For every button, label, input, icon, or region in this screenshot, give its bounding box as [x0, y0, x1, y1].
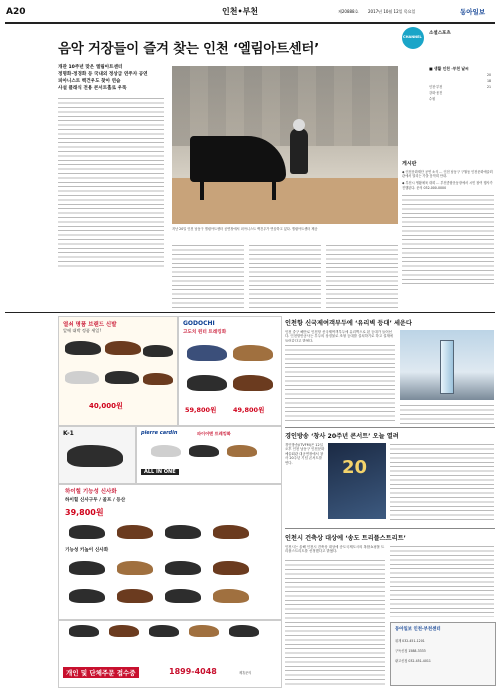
weather-title: ■ 생활 인천 ·부천 날씨	[429, 66, 469, 71]
shoe-image	[65, 341, 101, 355]
article-lead: 경인방송(iTVFM)은 12일 오후 인천 남동구 인천문화예술회관 대공연장에서 창사 20주년 기념 콘서트를 연다.	[285, 443, 325, 465]
ad-price: 49,800원	[233, 406, 265, 414]
channel-logo-text: CHANNEL	[403, 35, 422, 39]
ad-title: 열쇠 명품 브랜드 신발	[63, 322, 117, 328]
article-body-column	[390, 545, 494, 617]
section-divider	[5, 312, 495, 313]
piano-leg	[272, 178, 276, 200]
header-rule	[5, 22, 495, 24]
contact-row: 취재 032-451-1201	[395, 639, 425, 643]
pianist-head	[293, 119, 305, 131]
concert-poster	[328, 443, 386, 519]
shoe-image	[189, 625, 219, 637]
main-headline: 음악 거장들이 즐겨 찾는 인천 ‘엘림아트센터’	[58, 41, 319, 57]
event-board	[402, 160, 494, 308]
issue-number: 제20888호	[338, 9, 359, 14]
article-body-column	[172, 244, 244, 308]
subheadline: 개관 10주년 맞은 엘림아트센터	[58, 65, 123, 70]
article-body-column	[285, 559, 385, 686]
ad-banner: ALL IN ONE	[141, 469, 179, 475]
ad-title: 하이힐 기능성 신사화	[65, 489, 117, 495]
shoe-image	[227, 445, 257, 457]
subheadline: 사설 클래식 전용 콘서트홀로 우뚝	[58, 86, 127, 91]
section-divider	[285, 528, 495, 529]
shoe-image	[67, 445, 123, 467]
shoe-image	[165, 589, 201, 603]
stage-floor	[172, 178, 398, 224]
shoe-image	[149, 625, 179, 637]
shoe-image	[143, 345, 173, 357]
article-body-column	[249, 244, 321, 308]
article-lead: 인천 중구 해안로 인천항 신국제여객부두에 유리벽으로 된 등대가 들어선다. 인천항만공사는 부두의 상징물로 조형 등대를 설치하기로 하고 설계에 들어갔다고 밝혔다.	[285, 330, 393, 342]
weather-label: 수원	[429, 97, 436, 101]
shoe-image	[69, 525, 105, 539]
brand-title: 소셜스포츠	[429, 31, 451, 36]
ad-subtitle: 하이힐 신사구두 / 골프 / 등산	[65, 498, 126, 503]
shoe-image	[233, 375, 273, 391]
contact-row: 구독신청 1588-3333	[395, 649, 426, 653]
shoe-image	[69, 625, 99, 637]
shoe-image	[165, 561, 201, 575]
article-body-column	[326, 244, 398, 308]
shoe-image	[117, 525, 153, 539]
event-board-title: 게시판	[402, 161, 417, 167]
shoe-image	[187, 345, 227, 361]
event-item: ◆ 인천문화재단 공연 소식 … 인천 남동구 구월동 인천문화예술회관에서 열리는 가을 음악회 안내.	[402, 170, 493, 179]
ad-brand: GODOCHI	[183, 320, 215, 327]
ad-price: 59,800원	[185, 406, 217, 414]
weather-value: 21	[486, 85, 491, 89]
article-headline: 경인방송 ‘창사 20주년 콘서트’ 오늘 열려	[285, 433, 399, 440]
shoe-image	[189, 445, 219, 457]
ad-price: 40,000원	[89, 402, 123, 410]
subheadline-block	[58, 64, 164, 92]
concert-photo	[172, 66, 398, 224]
article-body-column	[400, 404, 494, 424]
shoe-image	[213, 561, 249, 575]
article-lead: 인천시는 올해 인천시 건축상 대상에 송도국제도시의 복합쇼핑몰 트리플스트리트를 선정했다고 밝혔다.	[285, 545, 385, 554]
poster-number: 20	[342, 457, 368, 478]
ad-brand: K-1	[63, 430, 74, 437]
lighthouse-rendering	[400, 330, 494, 400]
shoe-image	[151, 445, 181, 457]
shoe-image	[187, 375, 227, 391]
shoe-image	[69, 589, 105, 603]
subheadline: 피아니스트 백건우도 찾아 연습	[58, 79, 121, 84]
wall-panels	[172, 66, 398, 146]
shoe-image	[65, 371, 99, 384]
contact-title: 동아일보 인천·부천센터	[395, 627, 441, 632]
ad-subtitle: 앞에 대박 정품 세일!	[63, 328, 102, 333]
shoe-ad-3[interactable]	[58, 426, 136, 484]
article-body-column	[390, 443, 494, 523]
ad-brand: pierre cardin	[141, 430, 178, 436]
shoe-image	[109, 625, 139, 637]
shoe-image	[213, 525, 249, 539]
pianist-figure	[290, 128, 308, 174]
shoe-ad-footer[interactable]	[58, 620, 282, 688]
page-header	[0, 0, 500, 22]
social-sports-box	[402, 27, 494, 157]
article-body-column	[58, 97, 164, 269]
weather-label: 인천·부천	[429, 85, 443, 89]
lighthouse-icon	[440, 340, 454, 394]
page-number: A20	[6, 7, 26, 17]
shoe-ad-1[interactable]	[58, 316, 178, 426]
shoe-image	[143, 373, 173, 385]
weather-value: 20	[486, 73, 491, 77]
shoe-image	[117, 589, 153, 603]
article-body-column	[285, 344, 395, 424]
ad-price: 39,800원	[65, 508, 104, 517]
contact-row: 광고신청 032-451-4011	[395, 659, 431, 663]
weather-row	[429, 85, 491, 104]
contact-box	[390, 622, 496, 686]
shoe-image	[117, 561, 153, 575]
footer-phone[interactable]: 1899-4048	[169, 667, 217, 676]
subheadline: 정명화·정경화 등 국내외 정상급 연주자 공연	[58, 72, 148, 77]
shoe-image	[69, 561, 105, 575]
weather-label: 강화·옹진	[429, 91, 443, 95]
ad-text: 파이어맨 트레킹화	[197, 431, 231, 436]
shoe-ad-4[interactable]	[136, 426, 282, 484]
ad-title: 기능성 키높이 신사화	[65, 548, 109, 553]
weather-value: 18	[486, 79, 491, 83]
section-title: 인천•부천	[222, 7, 259, 16]
ad-title: 고도치 윈터 트레킹화	[183, 330, 227, 335]
section-divider	[285, 427, 495, 428]
shoe-image	[229, 625, 259, 637]
photo-caption: 지난 20일 인천 남동구 엘림아트센터 공연장에서 피아니스트 백건우가 연습하고 있다. 엘림아트센터 제공	[172, 227, 318, 231]
shoe-image	[165, 525, 201, 539]
footer-extra: 제휴문의	[239, 671, 252, 675]
shoe-ad-5[interactable]	[58, 484, 282, 620]
shoe-image	[105, 371, 139, 384]
event-item: ◆ 부천시 생활체육 대회 … 부천종합운동장에서 시민 참여 행사가 진행된다. 문의 032-000-0000	[402, 181, 493, 190]
paper-name: 동아일보	[460, 8, 486, 16]
issue-date: 2017년 10월 12일 목요일	[368, 9, 416, 14]
shoe-image	[213, 589, 249, 603]
shoe-image	[233, 345, 273, 361]
piano-leg	[200, 178, 204, 200]
article-headline: 인천시 건축상 대상에 ‘송도 트리플스트리트’	[285, 535, 406, 542]
shoe-ad-2[interactable]	[178, 316, 282, 426]
footer-order-text: 개인 및 단체주문 접수중	[63, 667, 139, 678]
shoe-image	[105, 341, 141, 355]
article-headline: 인천항 신국제여객부두에 ‘유리벽 등대’ 세운다	[285, 320, 412, 327]
